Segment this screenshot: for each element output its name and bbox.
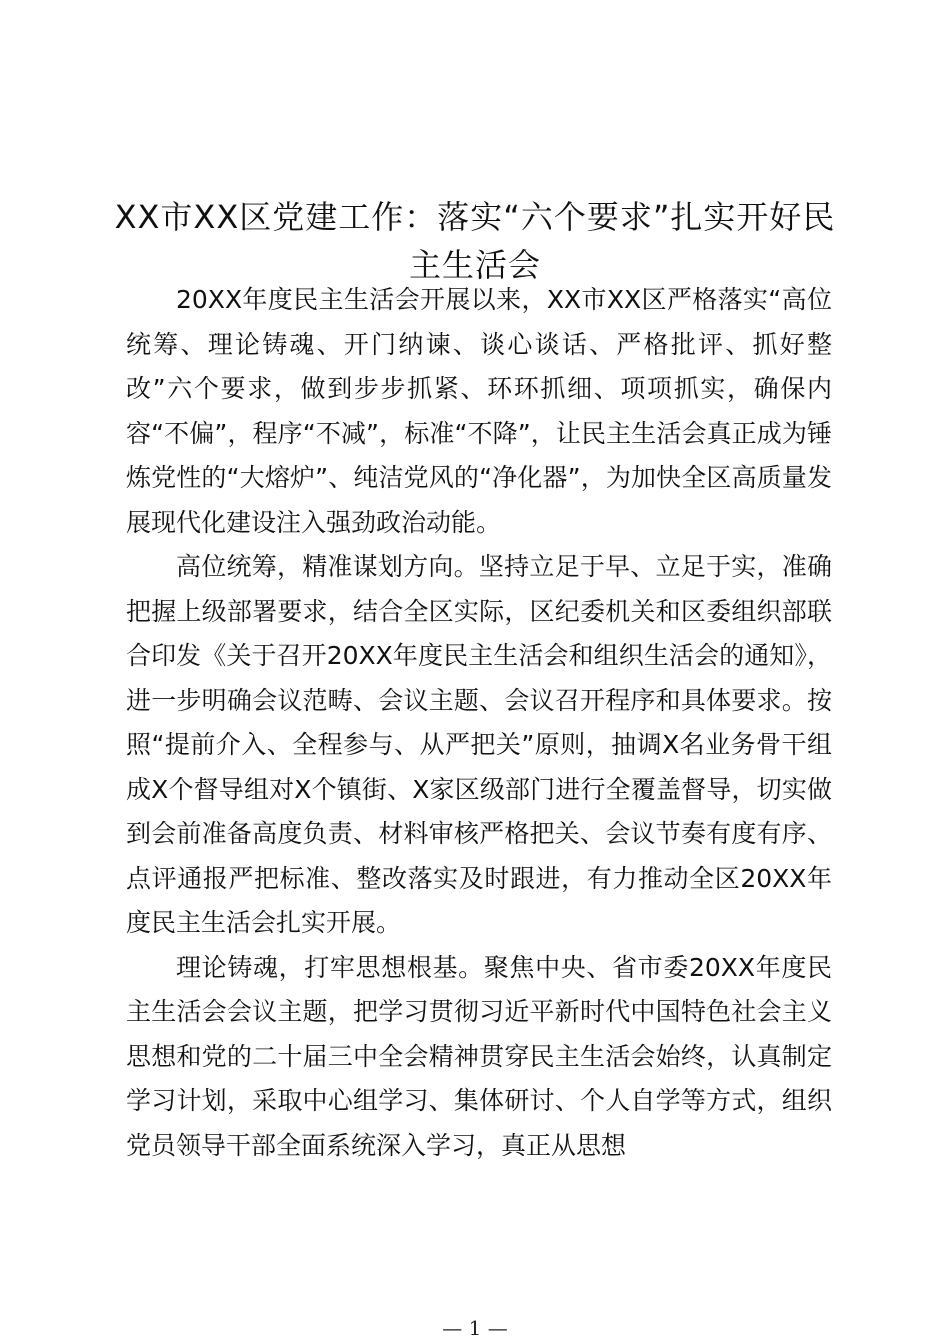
paragraph-theory: 理论铸魂，打牢思想根基。聚焦中央、省市委20XX年度民主生活会会议主题，把学习贯彻习近平新时代中国特色社会主义思想和党的二十届三中全会精神贯穿民主生活会始终，认真制定学习计划，采取中心组学习、集体研讨、个人自学等方式，组织党员领导干部全面系统深入学习，真正从思想 [126, 952, 832, 1160]
document-body [126, 278, 832, 1168]
document-title: XX市XX区党建工作：落实“六个要求”扎实开好民主生活会 [114, 198, 836, 285]
page-number: — 1 — [442, 1316, 508, 1340]
paragraph-intro: 20XX年度民主生活会开展以来，XX市XX区严格落实“高位统筹、理论铸魂、开门纳谏、谈心谈话、严格批评、抓好整改”六个要求，做到步步抓紧、环环抓细、项项抓实，确保内容“不偏”，程序“不减”，标准“不降”，让民主生活会真正成为锤炼党性的“大熔炉”、纯洁党风的“净化器”，为加快全区高质量发展现代化建设注入强劲政治动能。 [126, 285, 832, 537]
paragraph-overall-planning: 高位统筹，精准谋划方向。坚持立足于早、立足于实，准确把握上级部署要求，结合全区实际，区纪委机关和区委组织部联合印发《关于召开20XX年度民主生活会和组织生活会的通知》，进一步明确会议范畴、会议主题、会议召开程序和具体要求。按照“提前介入、全程参与、从严把关”原则，抽调X名业务骨干组成X个督导组对X个镇街、X家区级部门进行全覆盖督导，切实做到会前准备高度负责、材料审核严格把关、会议节奏有度有序、点评通报严把标准、整改落实及时跟进，有力推动全区20XX年度民主生活会扎实开展。 [126, 552, 832, 937]
